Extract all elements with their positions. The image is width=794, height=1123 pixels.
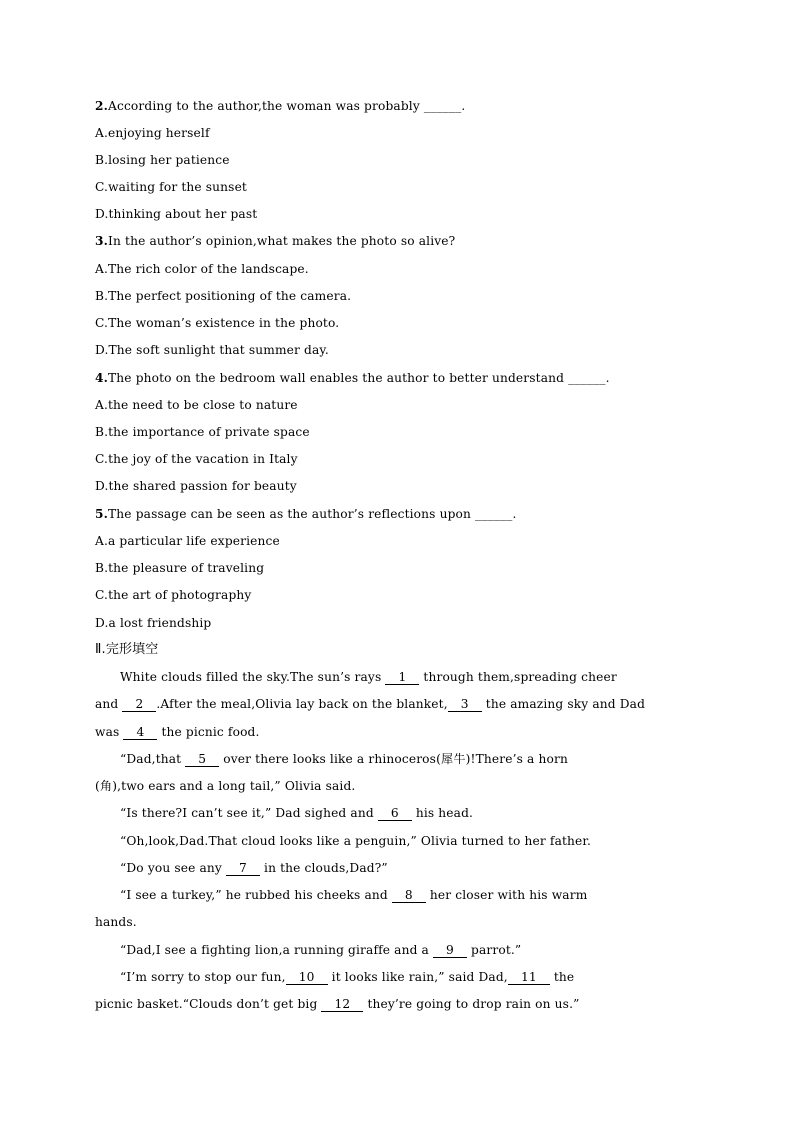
passage-line-5: (角),two ears and a long tail,” Olivia said.	[95, 779, 356, 793]
blank-6: 6	[378, 806, 412, 821]
blank-11: 11	[508, 970, 550, 985]
section-heading: Ⅱ.完形填空	[95, 642, 159, 657]
option-5c: C.the art of photography	[95, 588, 252, 602]
option-2a: A.enjoying herself	[95, 126, 210, 140]
passage-line-3: was 4 the picnic food.	[95, 725, 260, 739]
blank-7: 7	[226, 861, 260, 876]
blank-4: 4	[123, 725, 157, 740]
option-3b: B.The perfect positioning of the camera.	[95, 289, 352, 303]
passage-line-9: “I see a turkey,” he rubbed his cheeks and 8 her closer with his warm	[120, 888, 588, 902]
blank-9: 9	[433, 943, 467, 958]
blank-10: 10	[286, 970, 328, 985]
option-2d: D.thinking about her past	[95, 207, 258, 221]
blank-5: 5	[185, 752, 219, 767]
blank-2: 2	[122, 697, 156, 712]
blank-8: 8	[392, 888, 426, 903]
passage-line-8: “Do you see any 7 in the clouds,Dad?”	[120, 861, 388, 875]
question-4-stem: 4.The photo on the bedroom wall enables the author to better understand ______.	[95, 371, 610, 385]
passage-line-1: White clouds filled the sky.The sun’s rays 1 through them,spreading cheer	[120, 670, 617, 684]
option-3d: D.The soft sunlight that summer day.	[95, 343, 329, 357]
option-3c: C.The woman’s existence in the photo.	[95, 316, 340, 330]
option-4b: B.the importance of private space	[95, 425, 310, 439]
passage-line-13: picnic basket.“Clouds don’t get big 12 they’re going to drop rain on us.”	[95, 997, 580, 1011]
option-4a: A.the need to be close to nature	[95, 398, 298, 412]
passage-line-4: “Dad,that 5 over there looks like a rhinoceros(犀牛)!There’s a horn	[120, 752, 568, 766]
passage-line-12: “I’m sorry to stop our fun, 10 it looks like rain,” said Dad, 11 the	[120, 970, 575, 984]
option-5b: B.the pleasure of traveling	[95, 561, 265, 575]
blank-3: 3	[448, 697, 482, 712]
passage-line-2: and 2 .After the meal,Olivia lay back on the blanket, 3 the amazing sky and Dad	[95, 697, 646, 711]
passage-line-7: “Oh,look,Dad.That cloud looks like a penguin,” Olivia turned to her father.	[120, 834, 592, 848]
option-3a: A.The rich color of the landscape.	[95, 262, 309, 276]
blank-1: 1	[385, 670, 419, 685]
option-2c: C.waiting for the sunset	[95, 180, 247, 194]
option-5a: A.a particular life experience	[95, 534, 280, 548]
option-2b: B.losing her patience	[95, 153, 230, 167]
option-4c: C.the joy of the vacation in Italy	[95, 452, 298, 466]
question-3-stem: 3.In the author’s opinion,what makes the photo so alive?	[95, 234, 456, 248]
option-4d: D.the shared passion for beauty	[95, 479, 297, 493]
passage-line-6: “Is there?I can’t see it,” Dad sighed and 6 his head.	[120, 806, 474, 820]
passage-line-11: “Dad,I see a fighting lion,a running giraffe and a 9 parrot.”	[120, 943, 522, 957]
question-5-stem: 5.The passage can be seen as the author’s reflections upon ______.	[95, 507, 517, 521]
question-2-stem: 2.According to the author,the woman was probably ______.	[95, 99, 466, 113]
option-5d: D.a lost friendship	[95, 616, 212, 630]
passage-line-10: hands.	[95, 915, 137, 929]
blank-12: 12	[321, 997, 363, 1012]
